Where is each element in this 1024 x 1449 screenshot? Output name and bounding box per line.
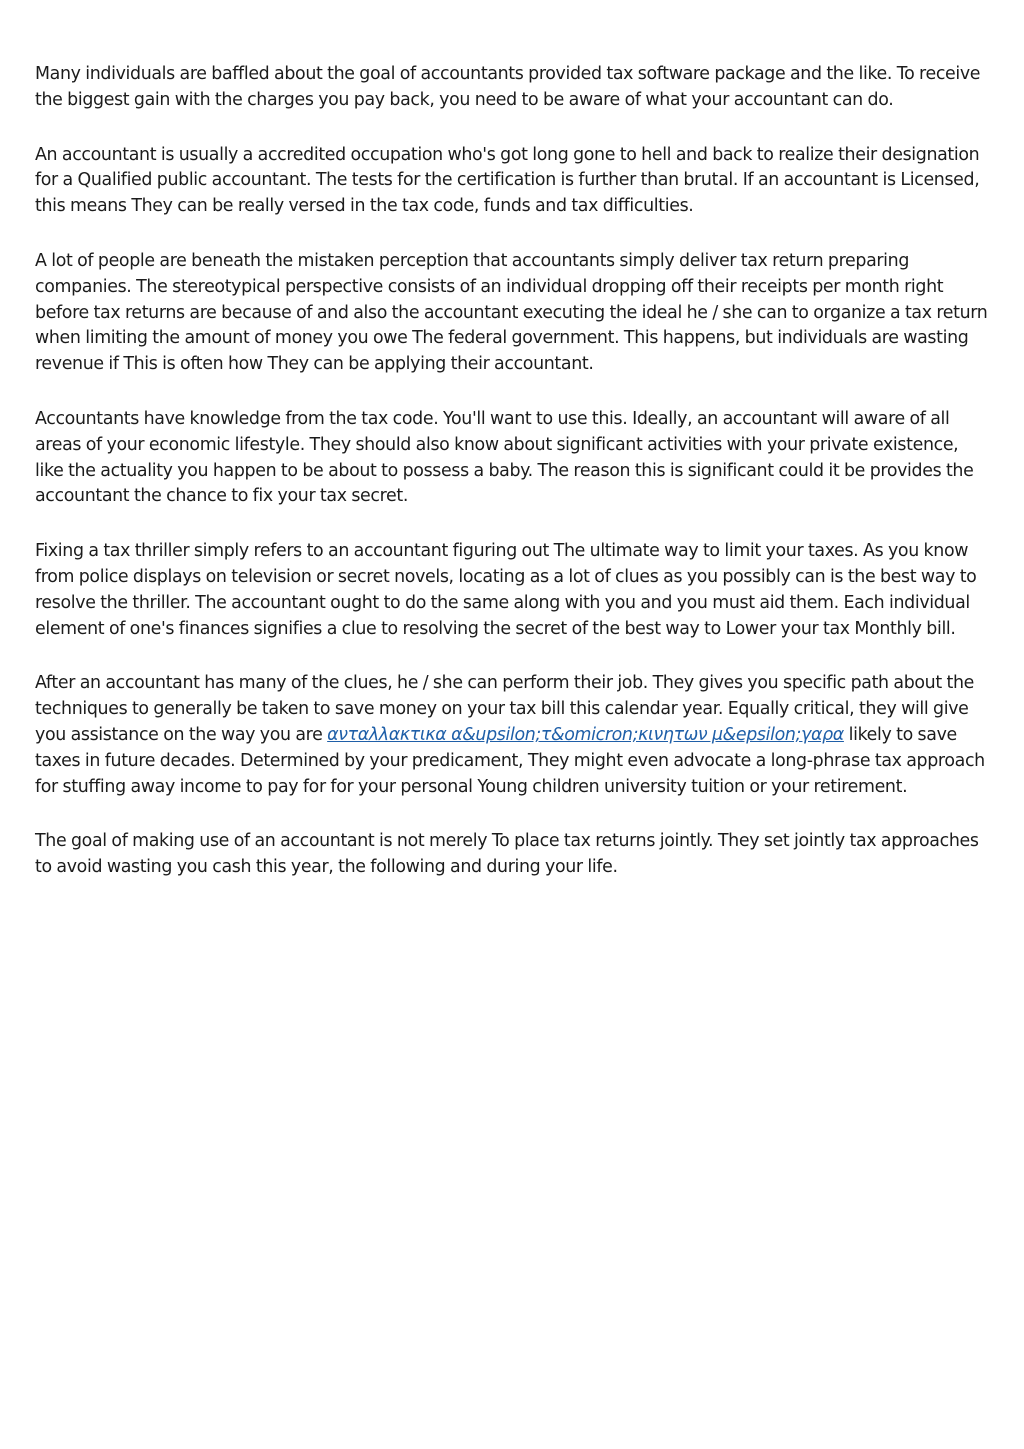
paragraph-3: A lot of people are beneath the mistaken perception that accountants simply deliver tax return preparing companies. The stereotypical perspective consists of an individual dropping off their receipts per month right before tax returns are because of and also the accountant executing the ideal he / she can to organize a tax return when limiting the amount of money you owe The federal government. This happens, but individuals are wasting revenue if This is often how They can be applying their accountant. [35,250,988,375]
paragraph-2: An accountant is usually a accredited occupation who's got long gone to hell and back to realize their designation for a Qualified public accountant. The tests for the certification is further than brutal. If an accountant is Licensed, this means They can be really versed in the tax code, funds and tax difficulties. [35,144,980,217]
paragraph-6-text-after: likely to save taxes in future decades. Determined by your predicament, They might even advocate a long-phrase tax approach for stuffing away income to pay for for your personal Young children university tuition or your retirement. [35,724,985,797]
paragraph-6 [35,671,990,800]
paragraph-6-text-before: After an accountant has many of the clues, he / she can perform their job. They gives you specific path about the techniques to generally be taken to save money on your tax bill this calendar year. Equally critical, they will give you assistance on the way you are [35,673,974,745]
document-body [35,62,990,910]
paragraph-5: Fixing a tax thriller simply refers to an accountant figuring out The ultimate way to limit your taxes. As you know from police displays on television or secret novels, locating as a lot of clues as you possibly can is the best way to resolve the thriller. The accountant ought to do the same along with you and you must aid them. Each individual element of one's finances signifies a clue to resolving the secret of the best way to Lower your tax Monthly bill. [35,541,977,639]
paragraph-7: The goal of making use of an accountant is not merely To place tax returns jointly. They set jointly tax approaches to avoid wasting you cash this year, the following and during your life. [35,831,979,878]
paragraph-1: Many individuals are baffled about the goal of accountants provided tax software package and the like. To receive the biggest gain with the charges you pay back, you need to be aware of what your accountant can do. [35,64,981,110]
paragraph-4: Accountants have knowledge from the tax code. You'll want to use this. Ideally, an accountant will aware of all areas of your economic lifestyle. They should also know about significant activities with your private existence, like the actuality you happen to be about to possess a baby. The reason this is significant could it be provides the accountant the chance to fix your tax secret. [35,408,974,507]
greek-auto-parts-link[interactable]: ανταλλακτικα α&upsilon;τ&omicron;κινητων μ&epsilon;γαρα [327,724,844,745]
